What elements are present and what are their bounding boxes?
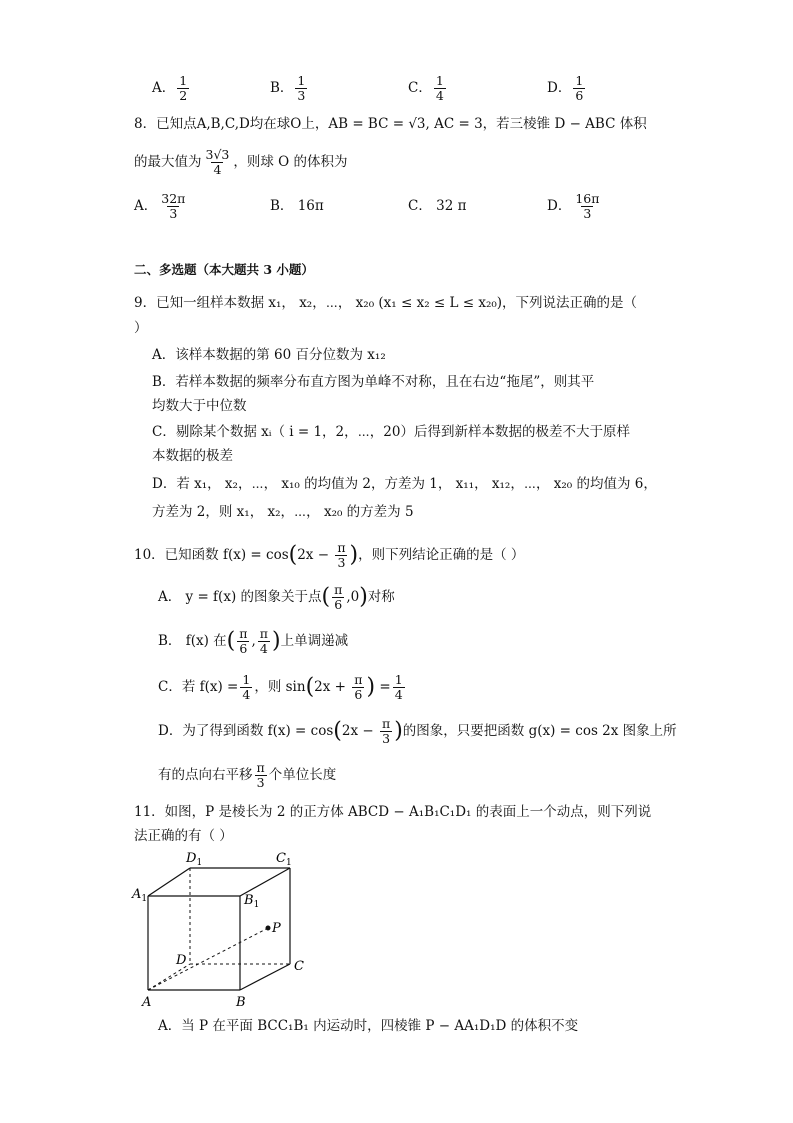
q8-option-d: D． $\frac{16\pi}{3}$: [547, 191, 600, 221]
edge-b1c1: [240, 868, 290, 896]
cube-figure: [128, 846, 318, 1014]
fraction: $\frac{\pi}{4}$: [259, 626, 268, 656]
q8-option-a: A． $\frac{32\pi}{3}$: [134, 191, 186, 221]
q9-option-d-line2: 方差为 2，则 x₁， x₂，⋯， x₂₀ 的方差为 5: [152, 504, 414, 520]
label-b: B: [236, 995, 246, 1010]
fraction: $\frac{\pi}{6}$: [239, 626, 248, 656]
q8-stem-line1: 8．已知点A,B,C,D均在球O上，AB = BC = √3, AC = 3，若三棱锥 D − ABC 体积: [134, 116, 647, 132]
q9-stem-line2: ）: [134, 320, 148, 336]
fraction: $\frac{1}{3}$: [297, 73, 306, 103]
q8-stem-line2: 的最大值为 $\frac{3√3}{4}$ ，则球 O 的体积为: [134, 147, 348, 177]
q9-option-b-line2: 均数大于中位数: [152, 398, 247, 414]
fraction: $\frac{32\pi}{3}$: [161, 191, 186, 221]
q7-option-d: D． $\frac{1}{6}$: [547, 73, 584, 103]
fraction: $\frac{\pi}{3}$: [256, 760, 265, 790]
label-c: C: [294, 959, 304, 974]
q10-option-b: B． f(x) 在( $\frac{\pi}{6}$ , $\frac{\pi}{4}$ )上单调递减: [158, 626, 349, 656]
fraction: $\frac{1}{4}$: [435, 73, 444, 103]
q11-stem-line2: 法正确的有（ ）: [134, 828, 233, 844]
label-b1: $B_1$: [244, 893, 260, 910]
fraction: $\frac{1}{6}$: [575, 73, 584, 103]
q9-option-b-line1: B．若样本数据的频率分布直方图为单峰不对称，且在右边“拖尾”，则其平: [152, 374, 595, 390]
label-c1: $C_1$: [276, 851, 292, 868]
point-p: [266, 926, 271, 931]
section-title: 二、多选题（本大题共 3 小题）: [134, 262, 314, 277]
q10-stem: 10．已知函数 f(x) = cos(2x − $\frac{\pi}{3}$ )，则下列结论正确的是（ ）: [134, 540, 525, 570]
q8-option-c: C． 32 π: [408, 198, 467, 214]
label-d1: $D_1$: [186, 851, 203, 868]
q9-option-c-line1: C．剔除某个数据 xᵢ（ i = 1，2，⋯，20）后得到新样本数据的极差不大于原样: [152, 424, 630, 440]
label-d: D: [176, 953, 187, 968]
fraction: $\frac{\pi}{6}$: [334, 582, 343, 612]
edge-a1d1: [148, 868, 190, 896]
fraction: $\frac{1}{4}$: [394, 672, 403, 702]
q9-stem-line1: 9．已知一组样本数据 x₁， x₂，⋯， x₂₀ (x₁ ≤ x₂ ≤ L ≤ x₂₀)，下列说法正确的是（: [134, 295, 638, 311]
q9-option-d-line1: D．若 x₁， x₂，⋯， x₁₀ 的均值为 2，方差为 1， x₁₁， x₁₂，⋯， x₂₀ 的均值为 6，: [152, 476, 657, 492]
q11-stem-line1: 11．如图，P 是棱长为 2 的正方体 ABCD − A₁B₁C₁D₁ 的表面上一个动点，则下列说: [134, 804, 652, 820]
q9-option-a: A．该样本数据的第 60 百分位数为 x₁₂: [152, 347, 386, 363]
fraction: $\frac{16\pi}{3}$: [575, 191, 600, 221]
q9-option-c-line2: 本数据的极差: [152, 448, 233, 464]
q10-option-d-line2: 有的点向右平移 $\frac{\pi}{3}$ 个单位长度: [158, 760, 337, 790]
fraction: $\frac{1}{2}$: [179, 73, 188, 103]
q10-option-d-line1: D．为了得到函数 f(x) = cos(2x − $\frac{\pi}{3}$ )的图象，只要把函数 g(x) = cos 2x 图象上所: [158, 716, 677, 746]
label-a: A: [142, 995, 152, 1010]
fraction: $\frac{\pi}{6}$: [354, 672, 363, 702]
fraction: $\frac{\pi}{3}$: [337, 540, 346, 570]
label-p: P: [272, 921, 281, 936]
segment-ap: [148, 928, 268, 990]
fraction: $\frac{\pi}{3}$: [381, 716, 391, 746]
q10-option-c: C．若 f(x) = $\frac{1}{4}$ ，则 sin(2x + $\frac{\pi}{6}$ ) = $\frac{1}{4}$: [158, 672, 403, 702]
fraction: $\frac{1}{4}$: [242, 672, 251, 702]
edge-bc: [240, 964, 290, 990]
q7-option-c: C． $\frac{1}{4}$: [408, 73, 444, 103]
q10-option-a: A． y = f(x) 的图象关于点( $\frac{\pi}{6}$ ,0)对称: [158, 582, 395, 612]
q7-option-a: A． $\frac{1}{2}$: [152, 73, 188, 103]
label-a1: $A_1$: [132, 887, 148, 904]
max-volume-fraction: $\frac{3√3}{4}$: [205, 147, 230, 177]
q8-option-b: B． 16π: [270, 198, 324, 214]
q11-option-a: A．当 P 在平面 BCC₁B₁ 内运动时，四棱锥 P − AA₁D₁D 的体积不变: [158, 1018, 579, 1034]
q7-option-b: B． $\frac{1}{3}$: [270, 73, 306, 103]
